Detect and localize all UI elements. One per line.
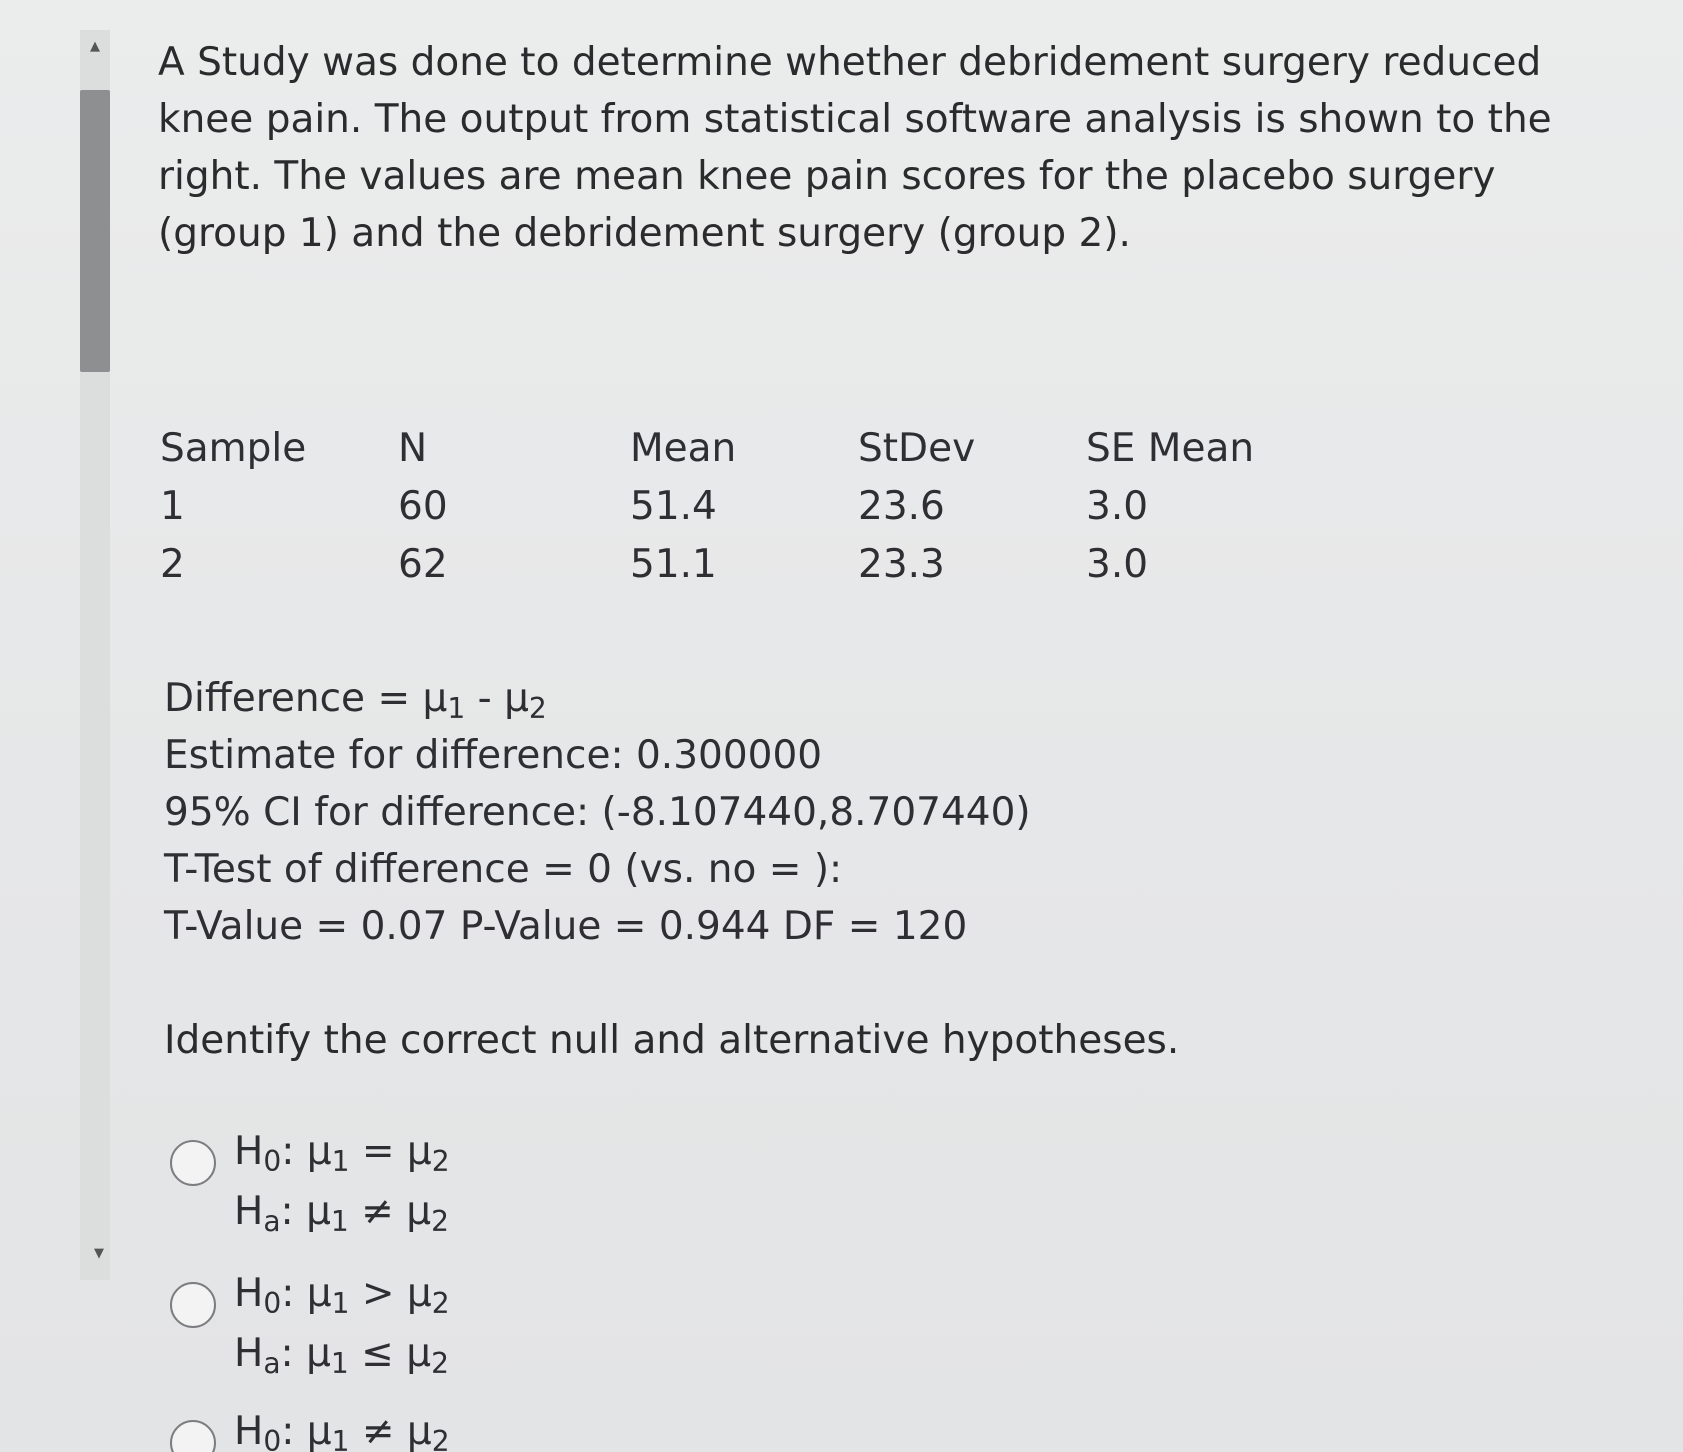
subscript: 1 <box>330 1347 349 1381</box>
radio-button[interactable] <box>170 1420 216 1452</box>
hyp-mid: : μ <box>280 1331 331 1376</box>
subscript: 1 <box>331 1287 350 1321</box>
cell-stdev: 23.6 <box>858 484 945 529</box>
hyp-operator: ≠ μ <box>349 1409 432 1452</box>
test-output <box>164 670 1031 955</box>
h-letter: H <box>234 1271 264 1316</box>
difference-definition <box>164 670 1031 727</box>
subscript: a <box>263 1205 281 1239</box>
scroll-up-arrow-icon[interactable]: ▲ <box>90 39 100 54</box>
hyp-mid: : μ <box>280 1189 331 1234</box>
hyp-operator: ≤ μ <box>348 1331 432 1376</box>
h-letter: H <box>234 1409 264 1452</box>
subscript: 0 <box>263 1145 282 1179</box>
ttest-line: T-Test of difference = 0 (vs. no = ): <box>164 847 843 892</box>
header-se-mean: SE Mean <box>1086 426 1255 471</box>
difference-label: Difference = μ <box>164 676 448 721</box>
subscript: 2 <box>528 692 547 726</box>
cell-sample: 1 <box>160 484 185 529</box>
alternative-hypothesis <box>234 1182 449 1252</box>
cell-n: 62 <box>398 542 448 587</box>
subscript: 1 <box>331 1425 350 1452</box>
estimate-line: Estimate for difference: 0.300000 <box>164 733 823 778</box>
hyp-mid: : μ <box>281 1409 332 1452</box>
cell-sample: 2 <box>160 542 185 587</box>
alternative-hypothesis <box>234 1324 449 1394</box>
radio-button[interactable] <box>170 1282 216 1328</box>
header-stdev: StDev <box>858 426 976 471</box>
cell-stdev: 23.3 <box>858 542 945 587</box>
h-letter: H <box>234 1331 264 1376</box>
h-letter: H <box>234 1129 264 1174</box>
tvalue-line: T-Value = 0.07 P-Value = 0.944 DF = 120 <box>164 904 968 949</box>
hyp-operator: = μ <box>349 1129 432 1174</box>
cell-n: 60 <box>398 484 448 529</box>
scroll-down-arrow-icon[interactable]: ▼ <box>94 1246 104 1261</box>
difference-mid: - μ <box>465 676 529 721</box>
null-hypothesis <box>234 1402 450 1452</box>
subscript: a <box>263 1347 281 1381</box>
ci-line: 95% CI for difference: (-8.107440,8.707440) <box>164 790 1031 835</box>
subscript: 1 <box>331 1145 350 1179</box>
subscript: 2 <box>431 1287 450 1321</box>
header-n: N <box>398 426 428 471</box>
problem-intro: A Study was done to determine whether debridement surgery reduced knee pain. The output from statistical software analysis is shown to the right. The values are mean knee pain scores for the placebo surgery (group 1) and the debridement surgery (group 2). <box>158 40 1552 256</box>
subscript: 2 <box>431 1145 450 1179</box>
hyp-mid: : μ <box>281 1271 332 1316</box>
cell-se-mean: 3.0 <box>1086 484 1149 529</box>
hyp-operator: > μ <box>349 1271 432 1316</box>
subscript: 2 <box>431 1347 449 1381</box>
question-prompt: Identify the correct null and alternative hypotheses. <box>164 1018 1180 1063</box>
scrollbar-thumb[interactable] <box>80 90 110 372</box>
hyp-mid: : μ <box>281 1129 332 1174</box>
subscript: 2 <box>431 1205 449 1239</box>
radio-button[interactable] <box>170 1140 216 1186</box>
cell-se-mean: 3.0 <box>1086 542 1149 587</box>
cell-mean: 51.1 <box>630 542 717 587</box>
header-sample: Sample <box>160 426 307 471</box>
subscript: 2 <box>431 1425 450 1452</box>
header-mean: Mean <box>630 426 737 471</box>
subscript: 0 <box>263 1425 282 1452</box>
subscript: 1 <box>330 1205 349 1239</box>
cell-mean: 51.4 <box>630 484 717 529</box>
subscript: 0 <box>263 1287 282 1321</box>
hyp-operator: ≠ μ <box>348 1189 432 1234</box>
subscript: 1 <box>447 692 466 726</box>
h-letter: H <box>234 1189 264 1234</box>
